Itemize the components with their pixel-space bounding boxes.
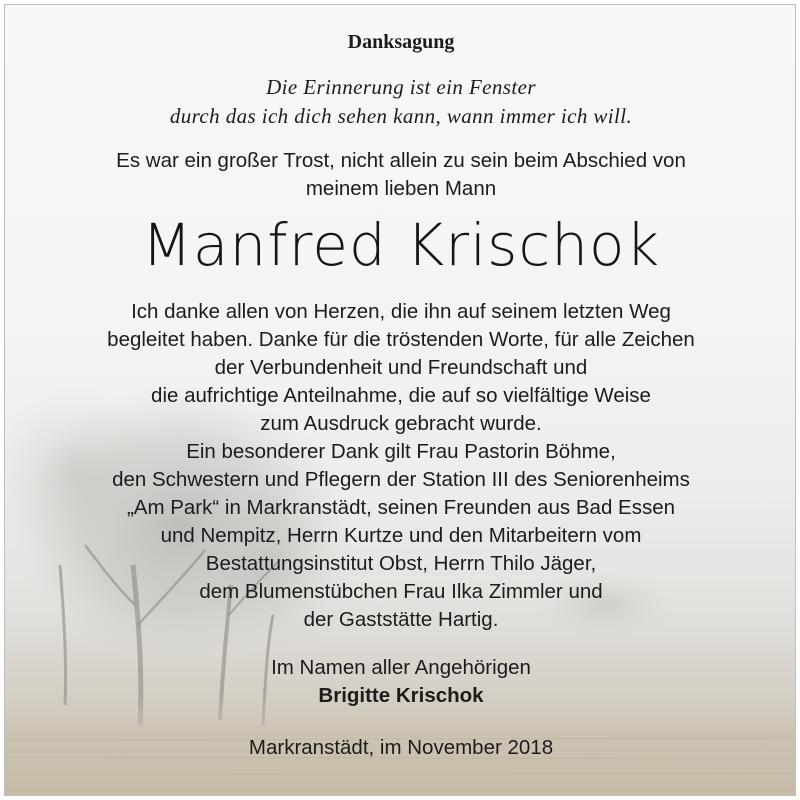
signer-name: Brigitte Krischok: [318, 684, 484, 707]
heading: Danksagung: [347, 31, 455, 53]
intro-line-2: meinem lieben Mann: [305, 177, 497, 200]
body-line: Ich danke allen von Herzen, die ihn auf seinem letzten Weg: [131, 300, 671, 323]
body-line: die aufrichtige Anteilnahme, die auf so vielfältige Weise: [151, 384, 651, 407]
body-line: der Verbundenheit und Freundschaft und: [214, 356, 588, 379]
quote-line-1: Die Erinnerung ist ein Fenster: [266, 75, 536, 99]
quote-line-2: durch das ich dich sehen kann, wann immer ich will.: [169, 104, 633, 128]
deceased-name: Manfred Krischok: [141, 211, 661, 279]
body-line: dem Blumenstübchen Frau Ilka Zimmler und: [199, 580, 603, 603]
place-date: Markranstädt, im November 2018: [248, 736, 554, 759]
body-line: zum Ausdruck gebracht wurde.: [260, 412, 542, 435]
obituary-notice: [4, 4, 796, 796]
body-line: „Am Park“ in Markranstädt, seinen Freunden aus Bad Essen: [126, 496, 676, 519]
intro-line-1: Es war ein großer Trost, nicht allein zu sein beim Abschied von: [116, 149, 686, 172]
body-line: den Schwestern und Pflegern der Station III des Seniorenheims: [112, 468, 690, 491]
body-line: begleitet haben. Danke für die tröstenden Worte, für alle Zeichen: [107, 328, 695, 351]
body-line: der Gaststätte Hartig.: [303, 608, 499, 631]
closing-line: Im Namen aller Angehörigen: [271, 656, 531, 679]
body-line: und Nempitz, Herrn Kurtze und den Mitarbeitern vom: [160, 524, 642, 547]
body-line: Bestattungsinstitut Obst, Herrn Thilo Jäger,: [205, 552, 597, 575]
body-line: Ein besonderer Dank gilt Frau Pastorin Böhme,: [186, 440, 616, 463]
